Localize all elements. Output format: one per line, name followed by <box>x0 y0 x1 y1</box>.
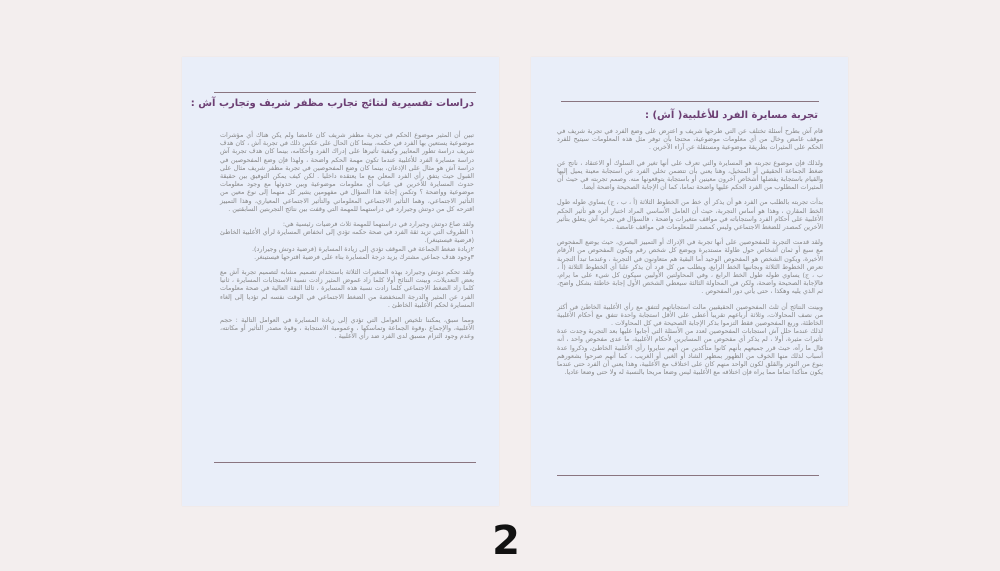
paragraph: ولقد تحكم دوتش وجيرارد بهذه المتغيرات الثلاثة باستخدام تصميم مشابه لتصميم تجربة آش مع بعض التعديلات، وبينت النتائج أولا كلما زاد غموض المثير زادت نسبة الاستجابات المسايرة ، ثانيا كلما زاد الضغط الاجتماعي كلما زادت نسبة هذه المسايرة ، ثالثا الثقة العالية في صحة معلومات الفرد عن المثير والدرجة المنخفضة من الضغط الاجتماعي في الوقت نفسه لم تؤديا إلى إلغاء المسايرة لحكم الأغلبية الخاطئ . <box>220 268 474 309</box>
paragraph: ٢زيادة ضغط الجماعة في الموقف تؤدي إلى زيادة المسايرة (فرضية دوتش وجيرارد). <box>251 244 474 253</box>
top-rule <box>214 92 476 93</box>
top-rule <box>561 101 819 102</box>
body-text <box>220 131 474 348</box>
page-title: دراسات تفسيرية لنتائج تجارب مظفر شريف وتجارب آش : <box>190 98 474 109</box>
paragraph: قام آش بطرح أسئلة تختلف عن التي طرحها شريف و اعترض على وضع الفرد في تجربة شريف في موقف غامض وخال من أي معلومات موضوعية، محتجا بأن توفر مثل هذه المعلومات سيتيح للفرد الحكم على المثيرات بطريقة موضوعية ومستقلة عن آراء الآخرين . <box>557 127 823 152</box>
bottom-rule <box>214 462 476 463</box>
page-title: تجربة مسايرة الفرد للأغلبية( آش) : <box>645 110 818 121</box>
body-text <box>557 127 823 376</box>
paragraph: ١ الظروف التي تزيد ثقة الفرد في صحة حكمه تؤدي إلى انخفاض المسايرة لرأي الأغلبية الخاطئ (فرضية فيستينغر). <box>220 228 474 245</box>
paragraph: وبينت النتائج أن ثلث المفحوصين الحقيقيين مالت استجاباتهم لتتفق مع رأي الأغلبية الخاطئ في أكثر من نصف المحاولات، وثلاثة أرباعهم تقريبا أعطى على الأقل استجابة واحدة تتفق مع أحكام الأغلبية الخاطئة، وربع المفحوصين فقط التزموا بذكر الإجابة الصحيحة في كل المحاولات . <box>557 302 823 328</box>
bottom-rule <box>557 475 819 476</box>
paragraph: ولذلك فإن موضوع تجربته هو المسايرة والتي تعرف على أنها تغير في السلوك أو الاعتقاد ، ناتج عن ضغط الجماعة الحقيقي أو المتخيل، وهنا يعني بأن تتضمن تخلي الفرد عن استجابة معينة يميل إليها والقيام باستجابة يفضلها أشخاص آخرون معينين أو باستجابة يتوقعونها منه. وصمم تجربته في حيث أن المثيرات المطلوب من الفرد الحكم عليها واضحة تماما، كما أن الإجابة الصحيحة واضحة أيضا. <box>557 158 823 192</box>
left-page <box>182 57 499 506</box>
paragraph: تبين أن المثير موضوع الحكم في تجربة مظفر شريف كان غامضا ولم يكن هناك أي مؤشرات موضوعية يستعين بها الفرد في حكمه، بينما كان الحال على عكس ذلك في تجربة آش ، كان هدف شريف دراسة تطور المعايير وكيفية تأثيرها على إدراك الفرد وأحكامه، بينما كان هدف تجربة آش دراسة مسايرة الفرد للأغلبية عندما تكون مهمة الحكم واضحة ، ولهذا فإن وضع المفحوصين في دراسة آش هو مثال على الإذعان، بينما كان وضع المفحوصين في تجربة مظفر شريف مثال على القبول حيث يتفق رأي الفرد المعلن مع ما يعتقده داخليا . لكن كيف يمكن التوفيق بين حقيقة حدوث المسايرة للآخرين في غياب أي معلومات موضوعية وبين حدوثها مع وجود معلومات موضوعية وواضحة ؟ وتكمن إجابة هذا السؤال في مفهومين يشير كل منهما إلى نوع معين من التأثير الاجتماعي، وهما التأثير الاجتماعي المعلوماتي والتأثير الاجتماعي المعياري، وهذا التمييز اقترحه كل من دوتش وجيرارد في دراستهما للمهمة التي وقفت بين نتائج التجربتين السابقتين . <box>220 131 474 213</box>
paragraph: ٣وجود هدف جماعي مشترك يزيد درجة المسايرة بناء على فرضية اقترحها فيستينغر. <box>254 252 474 261</box>
paragraph: ومما سبق، يمكننا تلخيص العوامل التي تؤدي إلى زيادة المسايرة في العوامل التالية : حجم الأغلبية، والإجماع ،وقوة الجماعة وتماسكها ، وعمومية الاستجابة ، وقوة مصدر التأثير أو مكانته، وعدم وجود التزام مسبق لدى الفرد ضد رأي الأغلبية . <box>220 316 474 341</box>
paragraph: بدأت تجربته بالطلب من الفرد هو أن يذكر أي خط من الخطوط الثلاثة (أ ، ب ، ج) يساوي طوله طول الخط المقارن ، وهذا هو أساس التجربة، حيث أن العامل الأساسي المراد اختبار أثره هو تأثير الحكم الأغلبية على أحكام الفرد واستجاباته في مواقف متغيرات واضحة ، فالسؤال في تجربة آش يتعلق بتأثير الآخرين كمصدر للضغط الاجتماعي وليس كمصدر للمعلومات في مواقف غامضة . <box>557 198 823 232</box>
paragraph: لذلك عندما حلل آش استجابات المفحوصين لعدد من الأسئلة التي أجابوا عليها بعد التجربة وجدت عدة تأثيرات مثيرة، أولا ، لم يذكر أي مفحوص من المسايرين لأحكام الأغلبية، ما عدى مفحوص واحد ، أنه قال ما رآه، حيث قرر جميعهم بأنهم كانوا متأكدين من أنهم سايروا رأي الأغلبية الخاطئ، وذكروا عدة أسباب لذلك منها الخوف من الظهور بمظهر الشاذ أو الغبي أو الغريب ، كما أنهم صرحوا بشعورهم بنوع من التوتر والقلق لكون الواحد منهم كان على اختلاف مع الأغلبية، وهذا يعني أن الفرد حتى عندما يكون متأكدا تماما مما يراه فإن اختلافه مع الأغلبية ليس وضعا مريحا بالنسبة له ولا حتى وضعا عاديا. <box>557 327 823 377</box>
paragraph: ولقد صاغ دوتش وجيرارد في دراستهما للمهمة ثلاث فرضيات رئيسية هي: <box>282 220 474 229</box>
right-page <box>531 57 848 506</box>
page-number: 2 <box>492 518 520 564</box>
paragraph: ولقد قدمت التجربة للمفحوصين على أنها تجربة في الإدراك أو التمييز البصري، حيث يوضع المفحوص مع سبع أو ثمان أشخاص حول طاولة مستديرة ويوضع كل شخص رقم ويكون المفحوص من الأرقام الأخيرة، ويكون الشخص هو المفحوص الوحيد أما البقية هم متعاونون في التجربة ، وعندما تبدأ التجربة تعرض الخطوط الثلاثة وبجانبها الخط الرابع، ويطلب من كل فرد أن يذكر علنا أي الخطوط الثلاثة (أ ، ب ، ج) يساوي طوله طول الخط الرابع ، وفي المحاولتين الأوليين سيكون كل شيء على ما يرام، فالإجابة الصحيحة واضحة، ولكن في المحاولة الثالثة سيعطي الشخص الأول إجابة خاطئة بشكل واضح، ثم الذي يليه وهكذا ، حتى يأتي دور المفحوص . <box>557 238 823 296</box>
